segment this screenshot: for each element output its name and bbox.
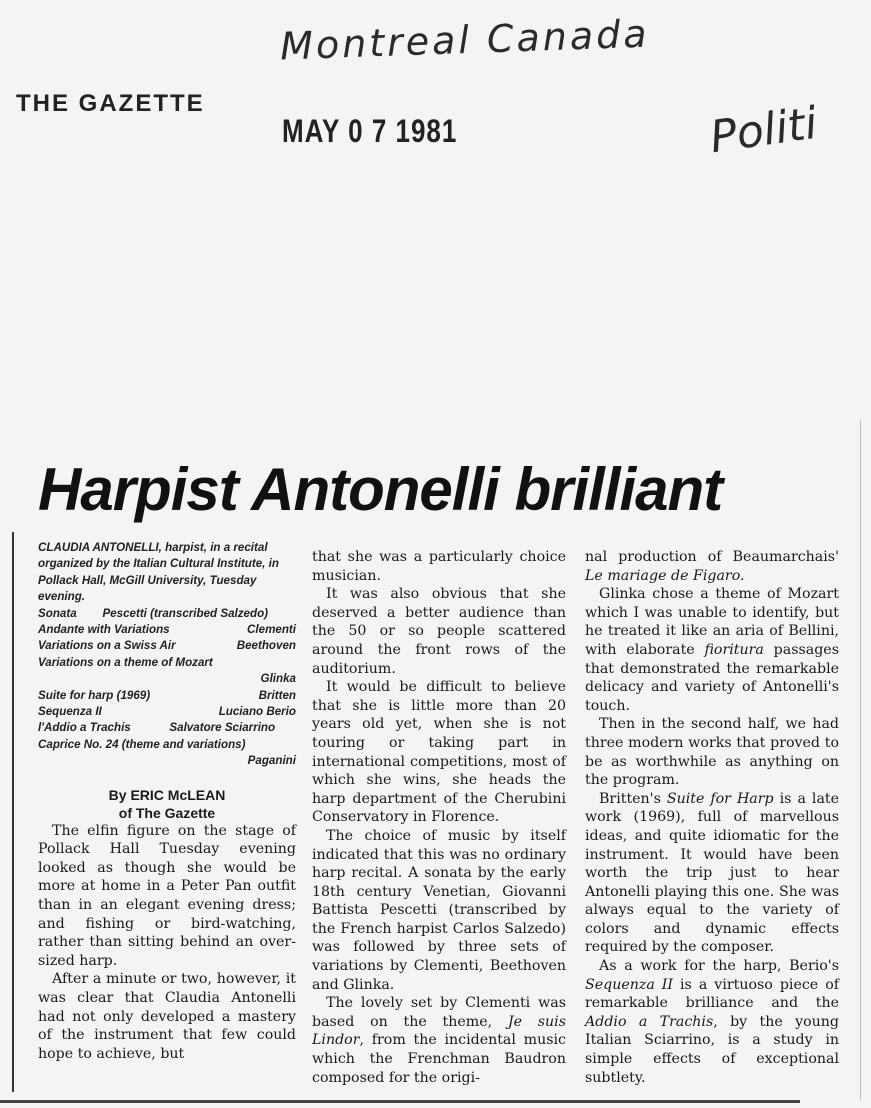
handwritten-signature-note: Politi (706, 97, 821, 164)
left-column-rule (12, 532, 14, 1092)
program-work: Caprice No. 24 (theme and variations) (38, 737, 246, 751)
text-run: , by the young Italian Sciarrino, is a study in simple effects of exceptional subtlety. (585, 1013, 839, 1086)
byline (38, 786, 296, 822)
program-item (38, 622, 296, 638)
italic-title: Je suis Lindor (312, 1013, 566, 1049)
italic-title: Sequenza II (585, 976, 674, 993)
newspaper-masthead: THE GAZETTE (16, 90, 205, 117)
program-composer: Salvatore Sciarrino (169, 721, 276, 735)
concert-program (38, 540, 296, 770)
article-paragraph: Then in the second half, we had three modern works that proved to be as worthwhile as anything on the program. (585, 716, 839, 789)
article-paragraph: The choice of music by itself indicated that this was no ordinary harp recital. A sonata by the early 18th century Venetian, Giovanni Battista Pescetti (transcribed by the French harpist Carlos Salzedo) was followed by three sets of variations by Clementi, Beethoven and Glinka. (312, 827, 566, 993)
byline-author: By ERIC McLEAN (108, 786, 226, 803)
program-work: Variations on a Swiss Air (38, 639, 176, 653)
article-column-1 (38, 540, 296, 1063)
program-work: Andante with Variations (38, 623, 170, 637)
program-item (38, 688, 296, 704)
program-composer: Pescetti (transcribed Salzedo) (102, 606, 269, 620)
article-paragraph: that she was a particularly choice musician. (312, 549, 566, 584)
article-paragraph: It would be difficult to believe that she is little more than 20 years old yet, when she is not touring or taking part in international competitions, most of which she wins, she heads the harp department of the Cherubini Conservatory in Florence. (312, 679, 566, 826)
article-paragraph (585, 790, 839, 957)
program-work: Sequenza II (38, 705, 102, 719)
program-item (38, 704, 296, 720)
italic-title: Addio a Trachis (585, 1013, 714, 1030)
article-headline: Harpist Antonelli brilliant (38, 456, 723, 523)
program-composer: Glinka (260, 672, 296, 686)
text-run: Glinka chose a theme of Mozart which I was unable to identify, but he treated it like an aria of Bellini, with elaborate (585, 586, 839, 658)
program-item (38, 638, 296, 654)
italic-title: Suite for Harp (666, 790, 774, 807)
program-composer: Beethoven (236, 639, 296, 653)
program-work: Sonata (38, 606, 77, 620)
italic-title: Le mariage de Figaro. (585, 567, 745, 584)
program-composer: Luciano Berio (218, 705, 296, 719)
program-composer: Britten (258, 688, 296, 702)
program-item (38, 655, 296, 688)
article-paragraph (312, 994, 566, 1087)
program-item (38, 737, 296, 770)
text-run: is a late work (1969), full of marvellous ideas, and quite idiomatic for the instrument. It would have been worth the trip just to hear Antonelli playing this one. She was always equal to the variety of colors and dynamic effects required by the composer. (585, 790, 840, 956)
program-composer: Clementi (247, 623, 296, 637)
program-intro: CLAUDIA ANTONELLI, harpist, in a recital organized by the Italian Cultural Institute, in Pollack Hall, McGill University, Tuesday evening. (38, 541, 279, 604)
program-work: Variations on a theme of Mozart (38, 655, 213, 669)
text-run: Britten's (599, 790, 667, 807)
text-run: , from the incidental music which the Frenchman Baudron composed for the origi- (312, 1032, 566, 1086)
program-work: Suite for harp (1969) (38, 688, 151, 702)
article-column-2 (312, 548, 566, 1087)
right-edge-rule (860, 420, 861, 1100)
text-run: nal production of Beaumarchais' (585, 549, 839, 565)
italic-term: fioritura (704, 641, 764, 658)
text-run: As a work for the harp, Berio's (599, 958, 839, 975)
text-run: passages that demonstrated the remarkable delicacy and variety of Antonelli's touch. (585, 641, 839, 714)
date-stamp: MAY 0 7 1981 (282, 112, 458, 150)
program-work: l'Addio a Trachis (38, 721, 131, 735)
article-paragraph (585, 585, 839, 715)
article-column-3 (585, 548, 839, 1087)
handwritten-location-note: Montreal Canada (279, 11, 651, 69)
program-item (38, 606, 296, 622)
article-paragraph: After a minute or two, however, it was clear that Claudia Antonelli had not only developed a mastery of the instrument that few could hope to achieve, but (38, 971, 296, 1062)
article-paragraph: The elfin figure on the stage of Pollack Hall Tuesday evening looked as though she would be more at home in a Peter Pan outfit than in an elegant evening dress; and fishing or bird-watching, rather than sitting behind an over-sized harp. (38, 822, 296, 969)
text-run: is a virtuoso piece of remarkable brilliance and the (585, 976, 839, 1012)
article-paragraph (585, 548, 839, 585)
article-paragraph: It was also obvious that she deserved a better audience than the 50 or so people scattered around the front rows of the auditorium. (312, 586, 566, 677)
program-composer: Paganini (247, 754, 296, 768)
text-run: The lovely set by Clementi was based on the theme, (312, 995, 566, 1030)
article-paragraph (585, 957, 839, 1087)
program-item (38, 720, 296, 736)
bottom-rule (0, 1100, 800, 1103)
byline-outlet: of The Gazette (118, 804, 216, 821)
